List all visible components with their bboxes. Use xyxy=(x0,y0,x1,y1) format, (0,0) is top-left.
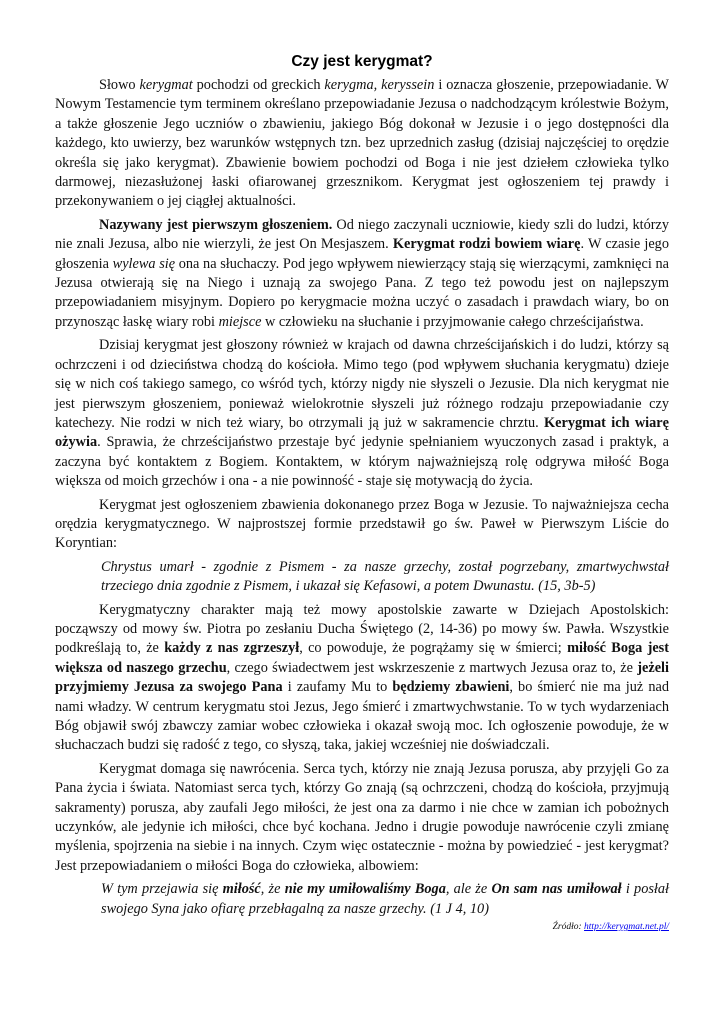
paragraph-1 xyxy=(55,76,669,212)
text-run: ona na słuchaczy. Pod jego wpływem niewierzący stają się wierzącymi, zamknięci na Jezusa otwierają się na Niego i uznają za swojego Pana. Z tego też powodu jest on najlepszym przepowiadaniem misyjnym. Dopiero po kerygmacie można uczyć o zasadach i prawdach wiary, bo on przynosząc łaskę wiary robi xyxy=(55,255,669,330)
text-run: , że xyxy=(260,881,285,898)
text-run: Słowo xyxy=(99,77,140,93)
text-run: pochodzi od greckich xyxy=(192,77,325,93)
bold-phrase: miłość Boga jest większa od naszego grzechu xyxy=(55,640,669,676)
text-run: W tym przejawia się xyxy=(101,881,223,898)
text-run: Dzisiaj kerygmat jest głoszony również w krajach od dawna chrześcijańskich i do ludzi, którzy są ochrzczeni i od dzieciństwa chodzą do kościoła. Mimo tego (pod wpływem słuchania kerygmatu) dzieje się w nich coś takiego samego, co wśród tych, którzy nigdy nie słyszeli o Jezusie. Dla nich kerygmat nie jest pierwszym głoszeniem, ponieważ wielokrotnie słyszeli już różnego rodzaju przepowiadanie czy katechezy. Nie rodzi w nich też wiary, bo otrzymali ją już w sakramencie chrztu. xyxy=(55,337,669,431)
text-run: . W czasie jego głoszenia xyxy=(55,236,669,272)
bold-phrase: miłość xyxy=(222,881,261,898)
scripture-quote-2 xyxy=(101,880,669,919)
paragraph-6: Kerygmat domaga się nawrócenia. Serca tych, którzy nie znają Jezusa porusza, aby przyjęli Go za Pana życia i świata. Natomiast serca tych, którzy Go znają (są ochrzczeni, chodzą do kościoła, przyjmują sakramenty) porusza, aby zaufali Jego miłości, że jest ona za darmo i nie chce w zamian ich pobożnych uczynków, ale jedynie ich miłości, chce być kochana. Jedno i drugie powoduje nawrócenie czyli zmianę myślenia, spojrzenia na siebie i na innych. Czym więc ostatecznie - można by powiedzieć - jest kerygmat? Jest przepowiadaniem o miłości Boga do człowieka, albowiem: xyxy=(55,760,669,874)
text-run: , co powoduje, że pogrążamy się w śmierci; xyxy=(299,640,568,657)
paragraph-5 xyxy=(55,601,669,756)
paragraph-4: Kerygmat jest ogłoszeniem zbawienia dokonanego przez Boga w Jezusie. To najważniejsza cecha orędzia kerygmatycznego. W najprostszej formie przedstawił go św. Paweł w Pierwszym Liście do Koryntian: xyxy=(55,496,669,552)
text-run: . Sprawia, że chrześcijaństwo przestaje być jedynie spełnianiem wyuczonych zasad i praktyk, a zaczyna być kontaktem z Bogiem. Kontaktem, w którym najważniejszą rolę odgrywa miłość Boga większa od moich grzechów i ona - a nie powinność - staje się motywacją do życia. xyxy=(55,434,669,490)
italic-term: kerygmat xyxy=(139,77,193,93)
bold-phrase: nie my umiłowaliśmy Boga xyxy=(284,881,446,898)
text-run: , czego świadectwem jest wskrzeszenie z martwych Jezusa oraz to, że xyxy=(226,659,638,676)
source-link[interactable]: http://kerygmat.net.pl/ xyxy=(584,922,669,933)
text-run: , bo śmierć nie ma już nad nami władzy. W centrum kerygmatu stoi Jezus, Jego śmierć i zmartwychwstanie. To w tych wydarzeniach Bóg objawił swój zbawczy zamiar wobec człowieka i okazał swoją moc. Ich ogłoszenie powoduje, że w słuchaczach budzi się radość z tego, co słyszą, taka, jakiej wcześniej nie doświadczali. xyxy=(55,679,669,754)
source-label: Źródło: xyxy=(552,922,585,933)
document-page xyxy=(55,48,669,933)
italic-term: wylewa się xyxy=(112,255,176,272)
bold-phrase: Kerygmat ich wiarę ożywia xyxy=(55,414,669,451)
text-run: w człowieku na słuchanie i przyjmowanie całego chrześcijaństwa. xyxy=(261,313,644,330)
text-run: Od niego zaczynali uczniowie, kiedy szli do ludzi, którzy nie znali Jezusa, albo nie wierzyli, że jest On Mesjaszem. xyxy=(55,216,669,253)
bold-phrase: Kerygmat rodzi bowiem wiarę xyxy=(392,236,581,253)
bold-phrase: jeżeli przyjmiemy Jezusa za swojego Pana xyxy=(55,659,669,696)
scripture-quote-1: Chrystus umarł - zgodnie z Pismem - za nasze grzechy, został pogrzebany, zmartwychwstał trzeciego dnia zgodnie z Pismem, i ukazał się Kefasowi, a potem Dwunastu. (15, 3b-5) xyxy=(101,558,669,595)
bold-phrase: każdy z nas zgrzeszył xyxy=(164,640,300,657)
page-title: Czy jest kerygmat? xyxy=(291,53,433,70)
paragraph-3 xyxy=(55,336,669,491)
text-run: Kerygmatyczny charakter mają też mowy apostolskie zawarte w Dziejach Apostolskich: począwszy od mowy św. Piotra po zesłaniu Ducha Świętego (2, 14-36) po mowy św. Pawła. Wszystkie podkreślają to, że xyxy=(55,601,669,657)
bold-phrase: Nazywany jest pierwszym głoszeniem. xyxy=(99,216,333,233)
italic-term: miejsce xyxy=(218,313,262,330)
italic-term: kerygma, keryssein xyxy=(324,77,435,93)
bold-phrase: On sam nas umiłował xyxy=(491,881,622,898)
source-line xyxy=(55,921,669,933)
paragraph-2 xyxy=(55,216,669,332)
text-run: i zaufamy Mu to xyxy=(282,679,393,696)
text-run: i posłał swojego Syna jako ofiarę przebłagalną za nasze grzechy. (1 J 4, 10) xyxy=(101,881,669,917)
text-run: , ale że xyxy=(445,881,492,898)
bold-phrase: będziemy zbawieni xyxy=(392,679,510,696)
text-run: i oznacza głoszenie, przepowiadanie. W Nowym Testamencie tym terminem określano przepowiadanie Jezusa o nadchodzącym królestwie Bożym, a także głoszenie Jego uczniów o zbawieniu, jakiego Bóg dokonał w Jezusie i o jego dostępności dla każdego, kto uwierzy, bez warunków wstępnych tzn. bez uprzednich zasług (dzisiaj najczęściej to orędzie określa się jako kerygmat). Zbawienie bowiem pochodzi od Boga i nie jest dziełem człowieka tylko darmowej, niezasłużonej łaski ofiarowanej grzesznikom. Kerygmat jest ogłoszeniem tej prawdy i przekonywaniem o jej ciągłej aktualności. xyxy=(55,77,669,210)
